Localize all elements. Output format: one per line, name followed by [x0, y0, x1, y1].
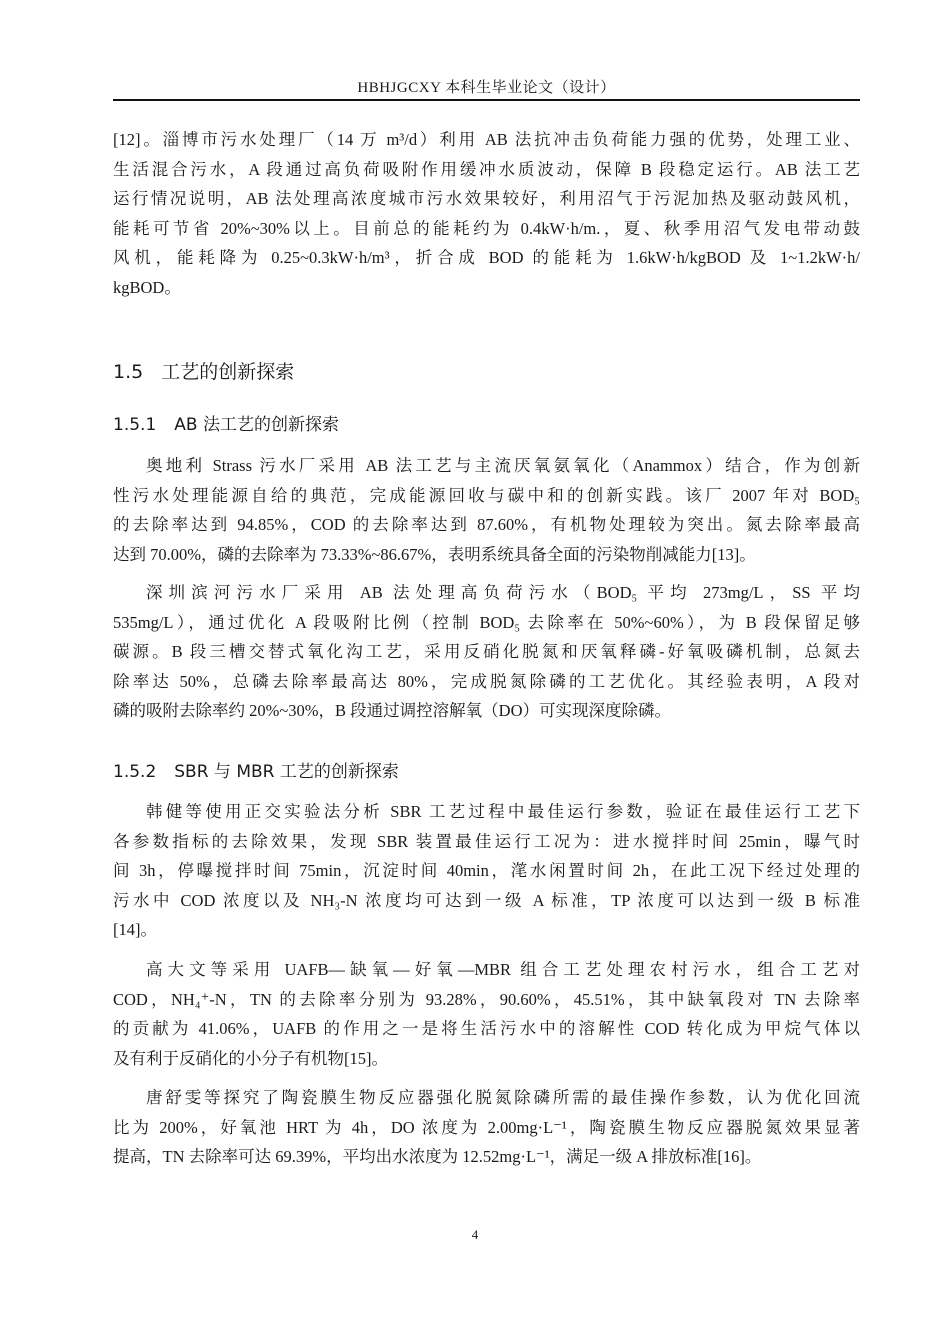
text-line: 除率达 50%，总磷去除率最高达 80%，完成脱氮除磷的工艺优化。其经验表明，A 段对 — [113, 671, 860, 691]
text-line: 唐舒雯等探究了陶瓷膜生物反应器强化脱氮除磷所需的最佳操作参数，认为优化回流 — [146, 1088, 860, 1107]
running-header: HBHJGCXY 本科生毕业论文（设计） — [357, 80, 616, 96]
section-title: AB 法工艺的创新探索 — [174, 415, 339, 435]
text-line: 高大文等采用 UAFB—缺氧—好氧—MBR 组合工艺处理农村污水，组合工艺对 — [146, 960, 860, 979]
section-title: SBR 与 MBR 工艺的创新探索 — [174, 762, 399, 782]
text-line: [12]。淄博市污水处理厂（14 万 m³/d）利用 AB 法抗冲击负荷能力强的优势，处理工业、 — [113, 130, 860, 149]
text-line: 间 3h，停曝搅拌时间 75min，沉淀时间 40min，滗水闲置时间 2h，在此工况下经过处理的 — [113, 861, 860, 880]
text-line: 能耗可节省 20%~30%以上。目前总的能耗约为 0.4kW·h/m.，夏、秋季用沼气发电带动鼓 — [113, 218, 860, 238]
text-line: 奥地利 Strass 污水厂采用 AB 法工艺与主流厌氧氨氧化（Anammox）结合，作为创新 — [146, 456, 860, 475]
text-line: 各参数指标的去除效果，发现 SBR 装置最佳运行工况为：进水搅拌时间 25min，曝气时 — [113, 831, 860, 851]
text-line: COD，NH₄⁺-N，TN 的去除率分别为 93.28%，90.60%，45.51%，其中缺氧段对 TN 去除率 — [113, 989, 860, 1009]
text-line: 生活混合污水，A 段通过高负荷吸附作用缓冲水质波动，保障 B 段稳定运行。AB 法工艺 — [113, 159, 860, 179]
page-number: 4 — [471, 1227, 479, 1242]
section-number: 1.5 — [113, 361, 144, 383]
section-number: 1.5.2 — [113, 762, 157, 782]
section-heading-1-5 — [113, 357, 294, 384]
text-line: 比为 200%，好氧池 HRT 为 4h，DO 浓度为 2.00mg·L⁻¹，陶瓷膜生物反应器脱氮效果显著 — [113, 1117, 860, 1137]
section-heading-1-5-2 — [113, 757, 399, 782]
paragraph-ab-shenzhen — [113, 578, 860, 726]
header-divider — [113, 99, 860, 101]
section-number: 1.5.1 — [113, 415, 157, 435]
text-line: 污水中 COD 浓度以及 NH₃-N 浓度均可达到一级 A 标准，TP 浓度可以达到一级 B 标准 — [113, 890, 860, 910]
paragraph-intro — [113, 125, 860, 302]
section-title: 工艺的创新探索 — [161, 361, 295, 383]
paragraph-mbr-tang — [113, 1083, 860, 1172]
text-line: 535mg/L），通过优化 A 段吸附比例（控制 BOD₅ 去除率在 50%~60%），为 B 段保留足够 — [113, 612, 860, 632]
text-line: 深圳滨河污水厂采用 AB 法处理高负荷污水（BOD₅ 平均 273mg/L，SS 平均 — [146, 583, 860, 602]
text-line: 提高，TN 去除率可达 69.39%，平均出水浓度为 12.52mg·L⁻¹，满足一级 A 排放标准[16]。 — [113, 1147, 762, 1166]
text-line: 碳源。B 段三槽交替式氧化沟工艺，采用反硝化脱氮和厌氧释磷-好氧吸磷机制，总氮去 — [113, 642, 860, 661]
text-line: 韩健等使用正交实验法分析 SBR 工艺过程中最佳运行参数，验证在最佳运行工艺下 — [146, 802, 860, 821]
paragraph-ab-strass — [113, 451, 860, 569]
text-line: 的去除率达到 94.85%，COD 的去除率达到 87.60%，有机物处理较为突出。氮去除率最高 — [113, 515, 860, 534]
paragraph-sbr-han — [113, 797, 860, 945]
text-line: 风机，能耗降为 0.25~0.3kW·h/m³，折合成 BOD 的能耗为 1.6kW·h/kgBOD 及 1~1.2kW·h/ — [113, 248, 860, 267]
text-line: 性污水处理能源自给的典范，完成能源回收与碳中和的创新实践。该厂 2007 年对 BOD₅ — [113, 485, 860, 505]
text-line: [14]。 — [113, 920, 157, 939]
text-line: 达到 70.00%，磷的去除率为 73.33%~86.67%，表明系统具备全面的污染物削减能力[13]。 — [113, 544, 756, 564]
section-heading-1-5-1 — [113, 410, 339, 435]
text-line: 的贡献为 41.06%，UAFB 的作用之一是将生活污水中的溶解性 COD 转化成为甲烷气体以 — [113, 1019, 860, 1038]
paragraph-mbr-gao — [113, 955, 860, 1073]
text-line: 运行情况说明，AB 法处理高浓度城市污水效果较好，利用沼气于污泥加热及驱动鼓风机， — [113, 189, 860, 208]
text-line: kgBOD。 — [113, 277, 181, 297]
text-line: 磷的吸附去除率约 20%~30%，B 段通过调控溶解氧（DO）可实现深度除磷。 — [113, 701, 672, 720]
text-line: 及有利于反硝化的小分子有机物[15]。 — [113, 1048, 388, 1068]
